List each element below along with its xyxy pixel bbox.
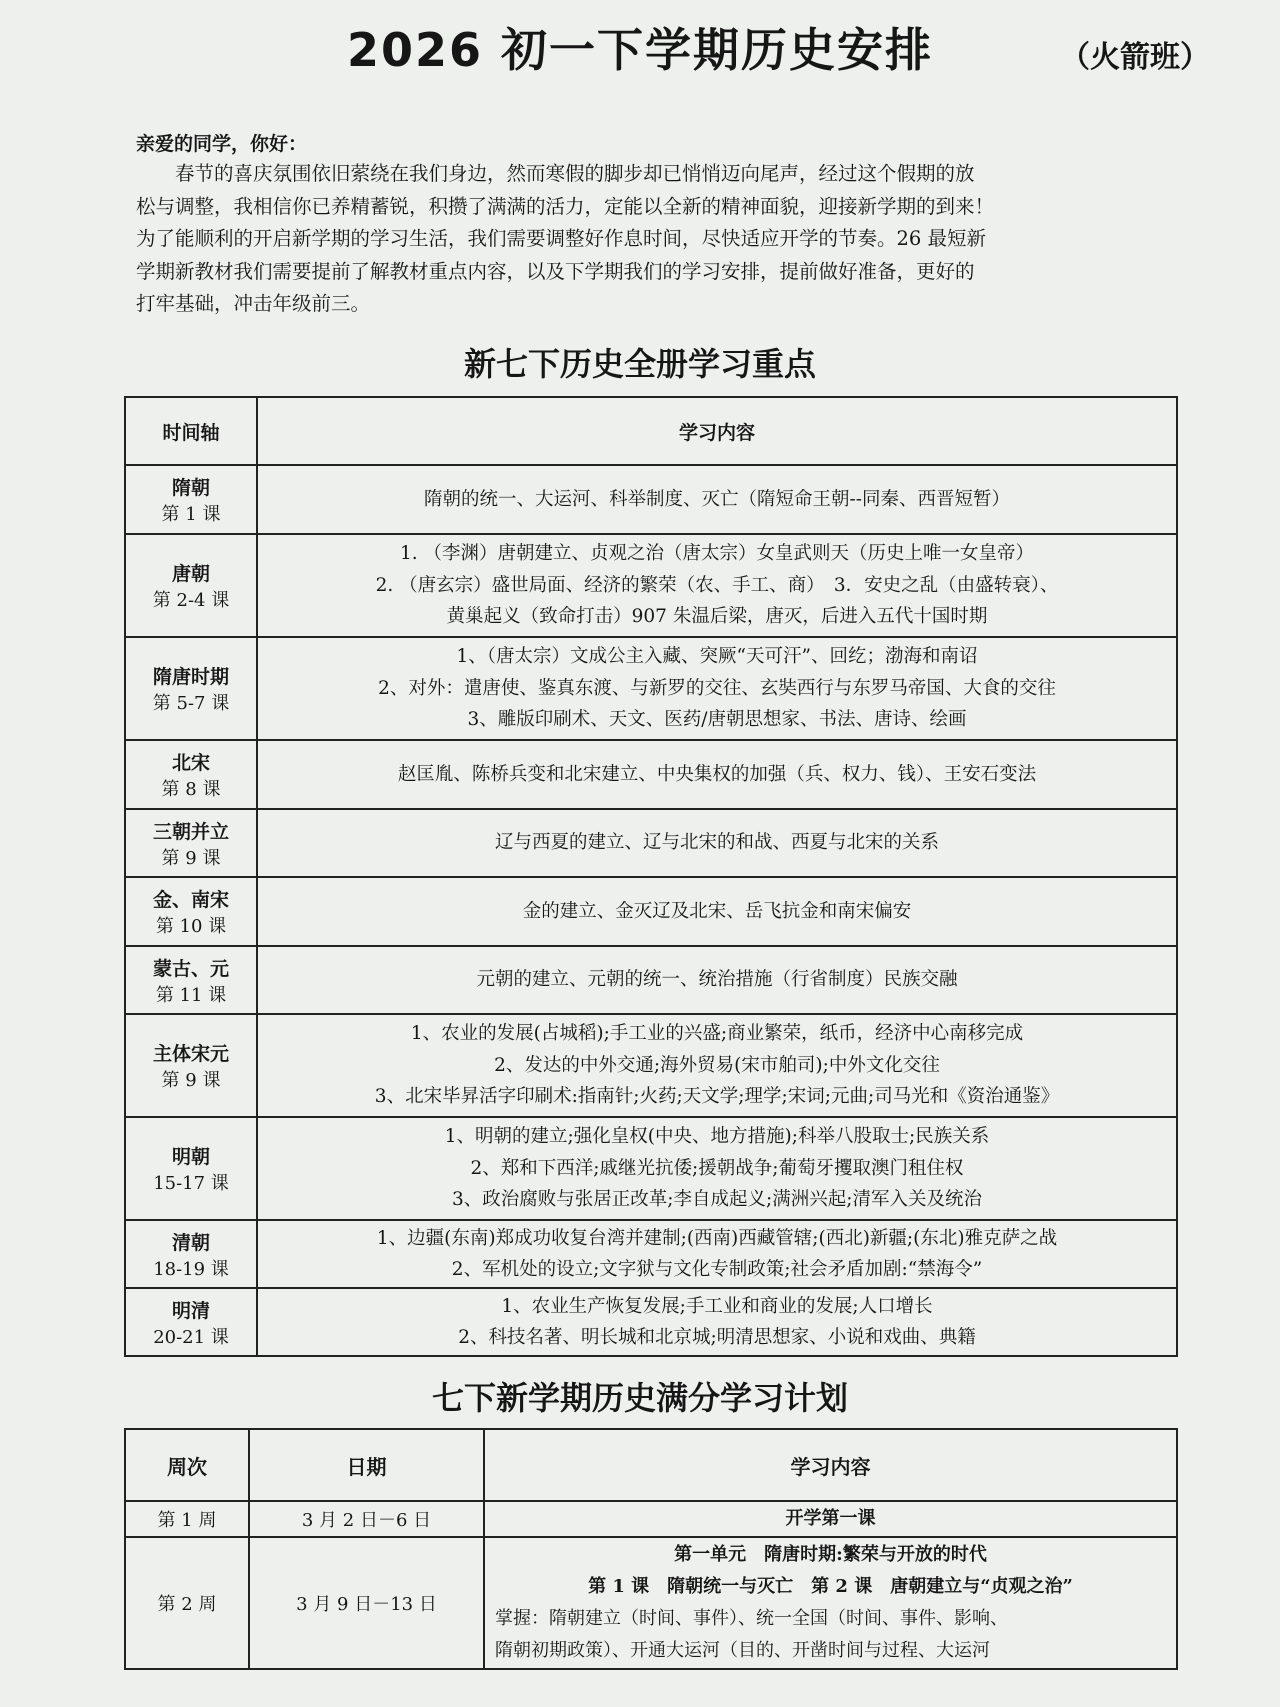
column-header-content: 学习内容 bbox=[257, 397, 1177, 465]
era-name: 明清 bbox=[171, 1299, 210, 1322]
content-line: 掌握：隋朝建立（时间、事件）、统一全国（时间、事件、影响、 bbox=[495, 1608, 1008, 1629]
content-line: 1、边疆(东南)郑成功收复台湾并建制;(西南)西藏管辖;(西北)新疆;(东北)雅克萨之战 bbox=[376, 1227, 1058, 1249]
content-cell bbox=[484, 1501, 1177, 1537]
table-row bbox=[125, 534, 1177, 637]
lesson-range: 第 1 课 bbox=[161, 504, 221, 525]
content-line: 1、明朝的建立;强化皇权(中央、地方措施);科举八股取士;民族关系 bbox=[444, 1126, 990, 1148]
unit-heading: 第一单元 隋唐时期:繁荣与开放的时代 bbox=[674, 1544, 987, 1565]
lesson-range: 18-19 课 bbox=[153, 1258, 229, 1280]
content-cell bbox=[257, 877, 1177, 946]
lesson-range: 第 10 课 bbox=[155, 916, 227, 937]
date-cell: 3 月 9 日－13 日 bbox=[249, 1537, 484, 1669]
content-line: 隋朝的统一、大运河、科举制度、灭亡（隋短命王朝--同秦、西晋短暂） bbox=[423, 488, 1010, 510]
content-line: 隋朝初期政策）、开通大运河（目的、开凿时间与过程、大运河 bbox=[495, 1640, 990, 1661]
content-line: 2. （唐玄宗）盛世局面、经济的繁荣（农、手工、商） 3．安史之乱（由盛转衰）、 bbox=[375, 574, 1059, 596]
table-row bbox=[125, 1014, 1177, 1117]
era-name: 三朝并立 bbox=[152, 820, 229, 843]
lesson-range: 第 5-7 课 bbox=[152, 693, 230, 714]
table-row bbox=[125, 1220, 1177, 1288]
table-row bbox=[125, 946, 1177, 1014]
table-row bbox=[125, 1501, 1177, 1537]
lesson-range: 20-21 课 bbox=[153, 1326, 229, 1348]
table-row bbox=[125, 465, 1177, 534]
class-name: （火箭班） bbox=[1060, 40, 1210, 75]
era-name: 金、南宋 bbox=[152, 889, 229, 911]
column-header-week: 周次 bbox=[125, 1429, 249, 1501]
content-line: 1、（唐太宗）文成公主入藏、突厥“天可汗”、回纥；渤海和南诏 bbox=[456, 646, 978, 668]
content-line: 辽与西夏的建立、辽与北宋的和战、西夏与北宋的关系 bbox=[494, 832, 939, 854]
era-name: 隋唐时期 bbox=[152, 666, 229, 688]
table-row bbox=[125, 809, 1177, 877]
column-header-timeline: 时间轴 bbox=[125, 397, 257, 465]
content-cell bbox=[257, 1220, 1177, 1288]
table-row bbox=[125, 877, 1177, 946]
table-row bbox=[125, 740, 1177, 809]
key-points-title: 新七下历史全册学习重点 bbox=[463, 345, 816, 383]
content-line: 开学第一课 bbox=[785, 1508, 876, 1529]
content-cell bbox=[484, 1537, 1177, 1669]
era-cell bbox=[125, 534, 257, 637]
column-header-content: 学习内容 bbox=[484, 1429, 1177, 1501]
content-line: 3、雕版印刷术、天文、医药/唐朝思想家、书法、唐诗、绘画 bbox=[467, 709, 967, 731]
era-cell bbox=[125, 1014, 257, 1117]
content-line: 1. （李渊）唐朝建立、贞观之治（唐太宗）女皇武则天（历史上唯一女皇帝） bbox=[399, 543, 1035, 565]
content-line: 2、科技名著、明长城和北京城;明清思想家、小说和戏曲、典籍 bbox=[458, 1327, 976, 1348]
content-cell bbox=[257, 534, 1177, 637]
content-cell bbox=[257, 637, 1177, 740]
content-cell bbox=[257, 946, 1177, 1014]
lesson-range: 第 11 课 bbox=[155, 984, 227, 1006]
table-header-row bbox=[125, 1429, 1177, 1501]
era-cell bbox=[125, 465, 257, 534]
study-plan-table bbox=[124, 1428, 1178, 1670]
era-cell bbox=[125, 809, 257, 877]
era-cell bbox=[125, 877, 257, 946]
letter-line: 打牢基础，冲击年级前三。 bbox=[136, 292, 371, 315]
plan-title: 七下新学期历史满分学习计划 bbox=[431, 1379, 848, 1417]
content-line: 赵匡胤、陈桥兵变和北宋建立、中央集权的加强（兵、权力、钱）、王安石变法 bbox=[397, 763, 1037, 785]
lesson-range: 第 9 课 bbox=[161, 1070, 221, 1091]
lesson-range: 15-17 课 bbox=[153, 1173, 229, 1194]
era-cell bbox=[125, 637, 257, 740]
table-row bbox=[125, 1537, 1177, 1669]
era-cell bbox=[125, 946, 257, 1014]
content-line: 2、对外：遣唐使、鉴真东渡、与新罗的交往、玄奘西行与东罗马帝国、大食的交往 bbox=[378, 677, 1056, 699]
era-cell bbox=[125, 1220, 257, 1288]
letter-line: 春节的喜庆氛围依旧萦绕在我们身边，然而寒假的脚步却已悄悄迈向尾声，经过这个假期的放 bbox=[136, 162, 975, 185]
content-line: 1、农业的发展(占城稻);手工业的兴盛;商业繁荣，纸币，经济中心南移完成 bbox=[410, 1023, 1024, 1045]
content-line: 黄巢起义（致命打击）907 朱温后梁，唐灭，后进入五代十国时期 bbox=[446, 606, 988, 628]
era-name: 清朝 bbox=[171, 1231, 210, 1254]
era-name: 隋朝 bbox=[171, 477, 210, 499]
era-name: 主体宋元 bbox=[152, 1043, 229, 1065]
content-line: 3、北宋毕昇活字印刷术:指南针;火药;天文学;理学;宋词;元曲;司马光和《资治通鉴》 bbox=[374, 1086, 1060, 1108]
content-cell bbox=[257, 1117, 1177, 1220]
column-header-date: 日期 bbox=[249, 1429, 484, 1501]
page-title: 2026 初一下学期历史安排 bbox=[346, 23, 934, 77]
table-header-row bbox=[125, 397, 1177, 465]
week-cell: 第 1 周 bbox=[125, 1501, 249, 1537]
content-cell bbox=[257, 740, 1177, 809]
content-cell bbox=[257, 465, 1177, 534]
letter-body bbox=[136, 158, 1166, 321]
table-row bbox=[125, 1288, 1177, 1356]
letter-greeting: 亲爱的同学，你好： bbox=[136, 133, 308, 155]
content-line: 3、政治腐败与张居正改革;李自成起义;满洲兴起;清军入关及统治 bbox=[452, 1189, 982, 1211]
lesson-range: 第 8 课 bbox=[161, 779, 221, 800]
week-cell: 第 2 周 bbox=[125, 1537, 249, 1669]
key-points-table bbox=[124, 396, 1178, 1357]
table-row bbox=[125, 637, 1177, 740]
content-line: 元朝的建立、元朝的统一、统治措施（行省制度）民族交融 bbox=[476, 969, 958, 991]
era-name: 蒙古、元 bbox=[152, 957, 229, 980]
content-cell bbox=[257, 1014, 1177, 1117]
content-line: 2、军机处的设立;文字狱与文化专制政策;社会矛盾加剧:“禁海令” bbox=[451, 1259, 983, 1280]
era-cell bbox=[125, 1288, 257, 1356]
table-row bbox=[125, 1117, 1177, 1220]
letter-line: 松与调整，我相信你已养精蓄锐，积攒了满满的活力，定能以全新的精神面貌，迎接新学期的到来！ bbox=[136, 194, 995, 218]
letter-line: 为了能顺利的开启新学期的学习生活，我们需要调整好作息时间，尽快适应开学的节奏。26 最短新 bbox=[136, 227, 987, 250]
content-line: 1、农业生产恢复发展;手工业和商业的发展;人口增长 bbox=[501, 1295, 933, 1317]
content-cell bbox=[257, 809, 1177, 877]
era-name: 明朝 bbox=[171, 1146, 210, 1168]
content-line: 金的建立、金灭辽及北宋、岳飞抗金和南宋偏安 bbox=[522, 900, 912, 922]
lesson-heading: 第 1 课 隋朝统一与灭亡 第 2 课 唐朝建立与“贞观之治” bbox=[588, 1576, 1073, 1597]
letter-line: 学期新教材我们需要提前了解教材重点内容，以及下学期我们的学习安排，提前做好准备，更好的 bbox=[136, 259, 975, 283]
lesson-range: 第 2-4 课 bbox=[152, 590, 230, 611]
era-name: 唐朝 bbox=[171, 563, 210, 585]
content-cell bbox=[257, 1288, 1177, 1356]
content-line: 2、郑和下西洋;戚继光抗倭;援朝战争;葡萄牙攫取澳门租住权 bbox=[470, 1157, 964, 1179]
era-name: 北宋 bbox=[171, 752, 210, 774]
era-cell bbox=[125, 740, 257, 809]
era-cell bbox=[125, 1117, 257, 1220]
date-cell: 3 月 2 日－6 日 bbox=[249, 1501, 484, 1537]
lesson-range: 第 9 课 bbox=[161, 847, 221, 869]
content-line: 2、发达的中外交通;海外贸易(宋市舶司);中外文化交往 bbox=[494, 1054, 940, 1076]
